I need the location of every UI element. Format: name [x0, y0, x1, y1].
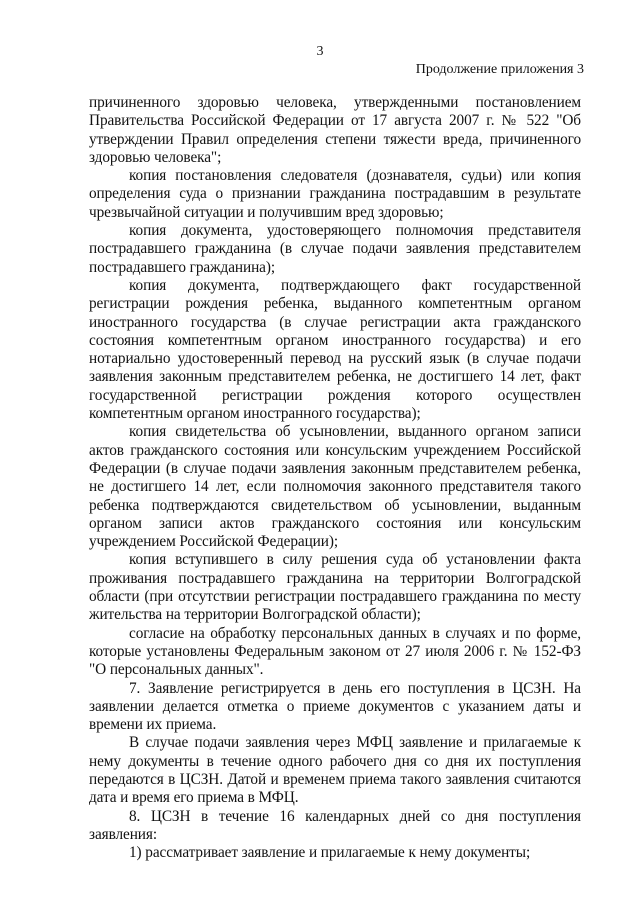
- appendix-continuation-note: Продолжение приложения 3: [415, 62, 584, 77]
- paragraph-item-7: 7. Заявление регистрируется в день его поступления в ЦСЗН. На заявлении делается отметка о приеме документов с указанием даты и времени их приема.: [89, 679, 581, 734]
- subitem-1: 1) рассматривает заявление и прилагаемые к нему документы;: [129, 844, 531, 862]
- document-body: [89, 94, 581, 862]
- paragraph: копия вступившего в силу решения суда об установлении факта проживания пострадавшего гражданина на территории Волгоградской области (при отсутствии регистрации пострадавшего гражданина по месту жительства на территории Волгоградской области);: [89, 551, 581, 624]
- paragraph: В случае подачи заявления через МФЦ заявление и прилагаемые к нему документы в течение одного рабочего дня со дня их поступления передаются в ЦСЗН. Датой и временем приема такого заявления считаются дата и время его приема в МФЦ.: [89, 734, 581, 807]
- paragraph: копия свидетельства об усыновлении, выданного органом записи актов гражданского состояния или консульским учреждением Российской Федерации (в случае подачи заявления законным представителем ребенка, не достигшего 14 лет, если полномочия законного представителя такого ребенка подтверждаются свидетельством об усыновлении, выданным органом записи актов гражданского состояния или консульским учреждением Российской Федерации);: [89, 423, 581, 551]
- page-number: 3: [316, 44, 324, 59]
- paragraph: согласие на обработку персональных данных в случаях и по форме, которые установлены Федеральным законом от 27 июля 2006 г. № 152-ФЗ "О персональных данных".: [89, 624, 581, 679]
- paragraph: причиненного здоровью человека, утвержденными постановлением Правительства Российской Федерации от 17 августа 2007 г. № 522 "Об утверждении Правил определения степени тяжести вреда, причиненного здоровью человека";: [89, 94, 581, 166]
- paragraph: копия документа, подтверждающего факт государственной регистрации рождения ребенка, выданного компетентным органом иностранного государства (в случае регистрации акта гражданского состояния компетентным органом иностранного государства) и его нотариально удостоверенный перевод на русский язык (в случае подачи заявления законным представителем ребенка, не достигшего 14 лет, факт государственной регистрации рождения которого осуществлен компетентным органом иностранного государства);: [89, 276, 581, 423]
- paragraph: копия документа, удостоверяющего полномочия представителя пострадавшего гражданина (в случае подачи заявления представителем пострадавшего гражданина);: [89, 222, 581, 276]
- paragraph-item-8: 8. ЦСЗН в течение 16 календарных дней со дня поступления заявления:: [89, 807, 581, 843]
- paragraph: копия постановления следователя (дознавателя, судьи) или копия определения суда о признании гражданина пострадавшим в результате чрезвычайной ситуации и получившим вред здоровью;: [89, 167, 581, 221]
